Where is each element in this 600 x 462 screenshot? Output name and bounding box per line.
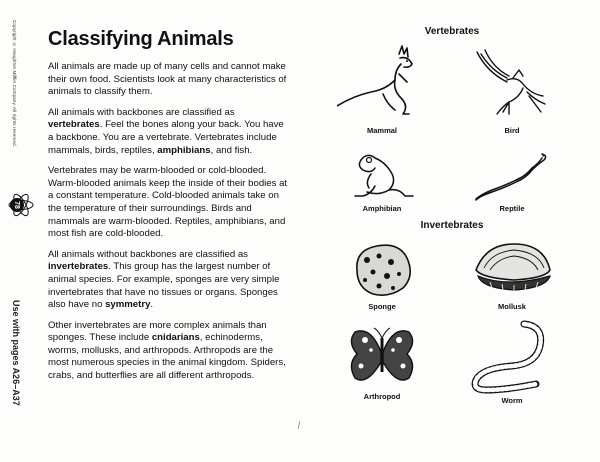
use-with-note: Use with pages A26–A37 [11, 300, 21, 406]
keyword: invertebrates [48, 261, 109, 273]
kangaroo-illustration [337, 44, 427, 124]
bird-label: Bird [504, 126, 520, 135]
keyword: symmetry [105, 299, 151, 311]
mammal-figure [322, 44, 442, 135]
paragraph-text: . This group has the largest number of animal species. For example, sponges are very simple invertebrates that have no tissues or organs. Sponges also have no [48, 261, 280, 311]
keyword: vertebrates [48, 119, 100, 131]
clam-illustration [470, 240, 554, 300]
article-body [48, 61, 288, 383]
page-title: Classifying Animals [48, 28, 234, 50]
pencil-mark [296, 420, 302, 430]
copyright-notice: Copyright © Houghton Mifflin Company. All rights reserved. [12, 20, 17, 148]
paragraph-text: Other invertebrates are more complex animals than sponges. These include [48, 319, 267, 344]
paragraph [48, 249, 288, 312]
paragraph-text: All animals are made up of many cells and cannot make their own food. Scientists look at many characteristics of animals to classify them. [48, 61, 287, 98]
sponge-figure [322, 240, 442, 311]
worm-illustration [464, 318, 560, 394]
bird-illustration [467, 44, 557, 124]
paragraph [48, 107, 288, 157]
paragraph-text: Vertebrates may be warm-blooded or cold-blooded. Warm-blooded animals keep the inside of their bodies at a constant temperature. Cold-blooded animals take on the temperature of their surroundings. Birds and mammals are warm-blooded. Reptiles, amphibians, and most fish are cold-blooded. [48, 165, 288, 240]
mollusk-figure [452, 240, 572, 311]
bird-figure [452, 44, 572, 135]
mollusk-label: Mollusk [498, 302, 526, 311]
worm-figure [452, 318, 572, 405]
butterfly-illustration [347, 322, 417, 390]
frog-illustration [347, 150, 417, 202]
arthropod-figure [322, 322, 442, 401]
paragraph-text: All animals without backbones are classified as [48, 248, 248, 260]
mammal-label: Mammal [366, 126, 397, 135]
paragraph-text: , and fish. [210, 144, 253, 156]
invertebrates-heading: Invertebrates [420, 220, 484, 231]
sponge-label: Sponge [368, 302, 396, 311]
paragraph-text: . [150, 299, 154, 311]
paragraph-text: , echinoderms, worms, mollusks, and arthropods. Arthropods are the most numerous species in the animal kingdom. Spiders, crabs, and butterflies are all different arthropods. [48, 332, 286, 382]
vertebrates-heading: Vertebrates [424, 26, 480, 37]
paragraph [48, 165, 288, 241]
keyword: amphibians [157, 144, 211, 156]
page-sidebar [0, 0, 38, 462]
worm-label: Worm [501, 396, 523, 405]
page-number: 78 [10, 198, 24, 212]
paragraph-text: All animals with backbones are classified as [48, 106, 235, 118]
article [48, 28, 288, 391]
paragraph [48, 320, 288, 383]
paragraph-text: . Feel the bones along your back. You have a backbone. You are a vertebrate. Vertebrates include mammals, birds, reptiles, [48, 119, 284, 156]
reptile-figure [452, 150, 572, 213]
amphibian-figure [322, 150, 442, 213]
reptile-label: Reptile [499, 204, 525, 213]
paragraph [48, 61, 288, 99]
sponge-illustration [347, 240, 417, 300]
arthropod-label: Arthropod [363, 392, 401, 401]
snake-illustration [472, 150, 552, 202]
amphibian-label: Amphibian [362, 204, 402, 213]
keyword: cnidarians [151, 332, 200, 344]
